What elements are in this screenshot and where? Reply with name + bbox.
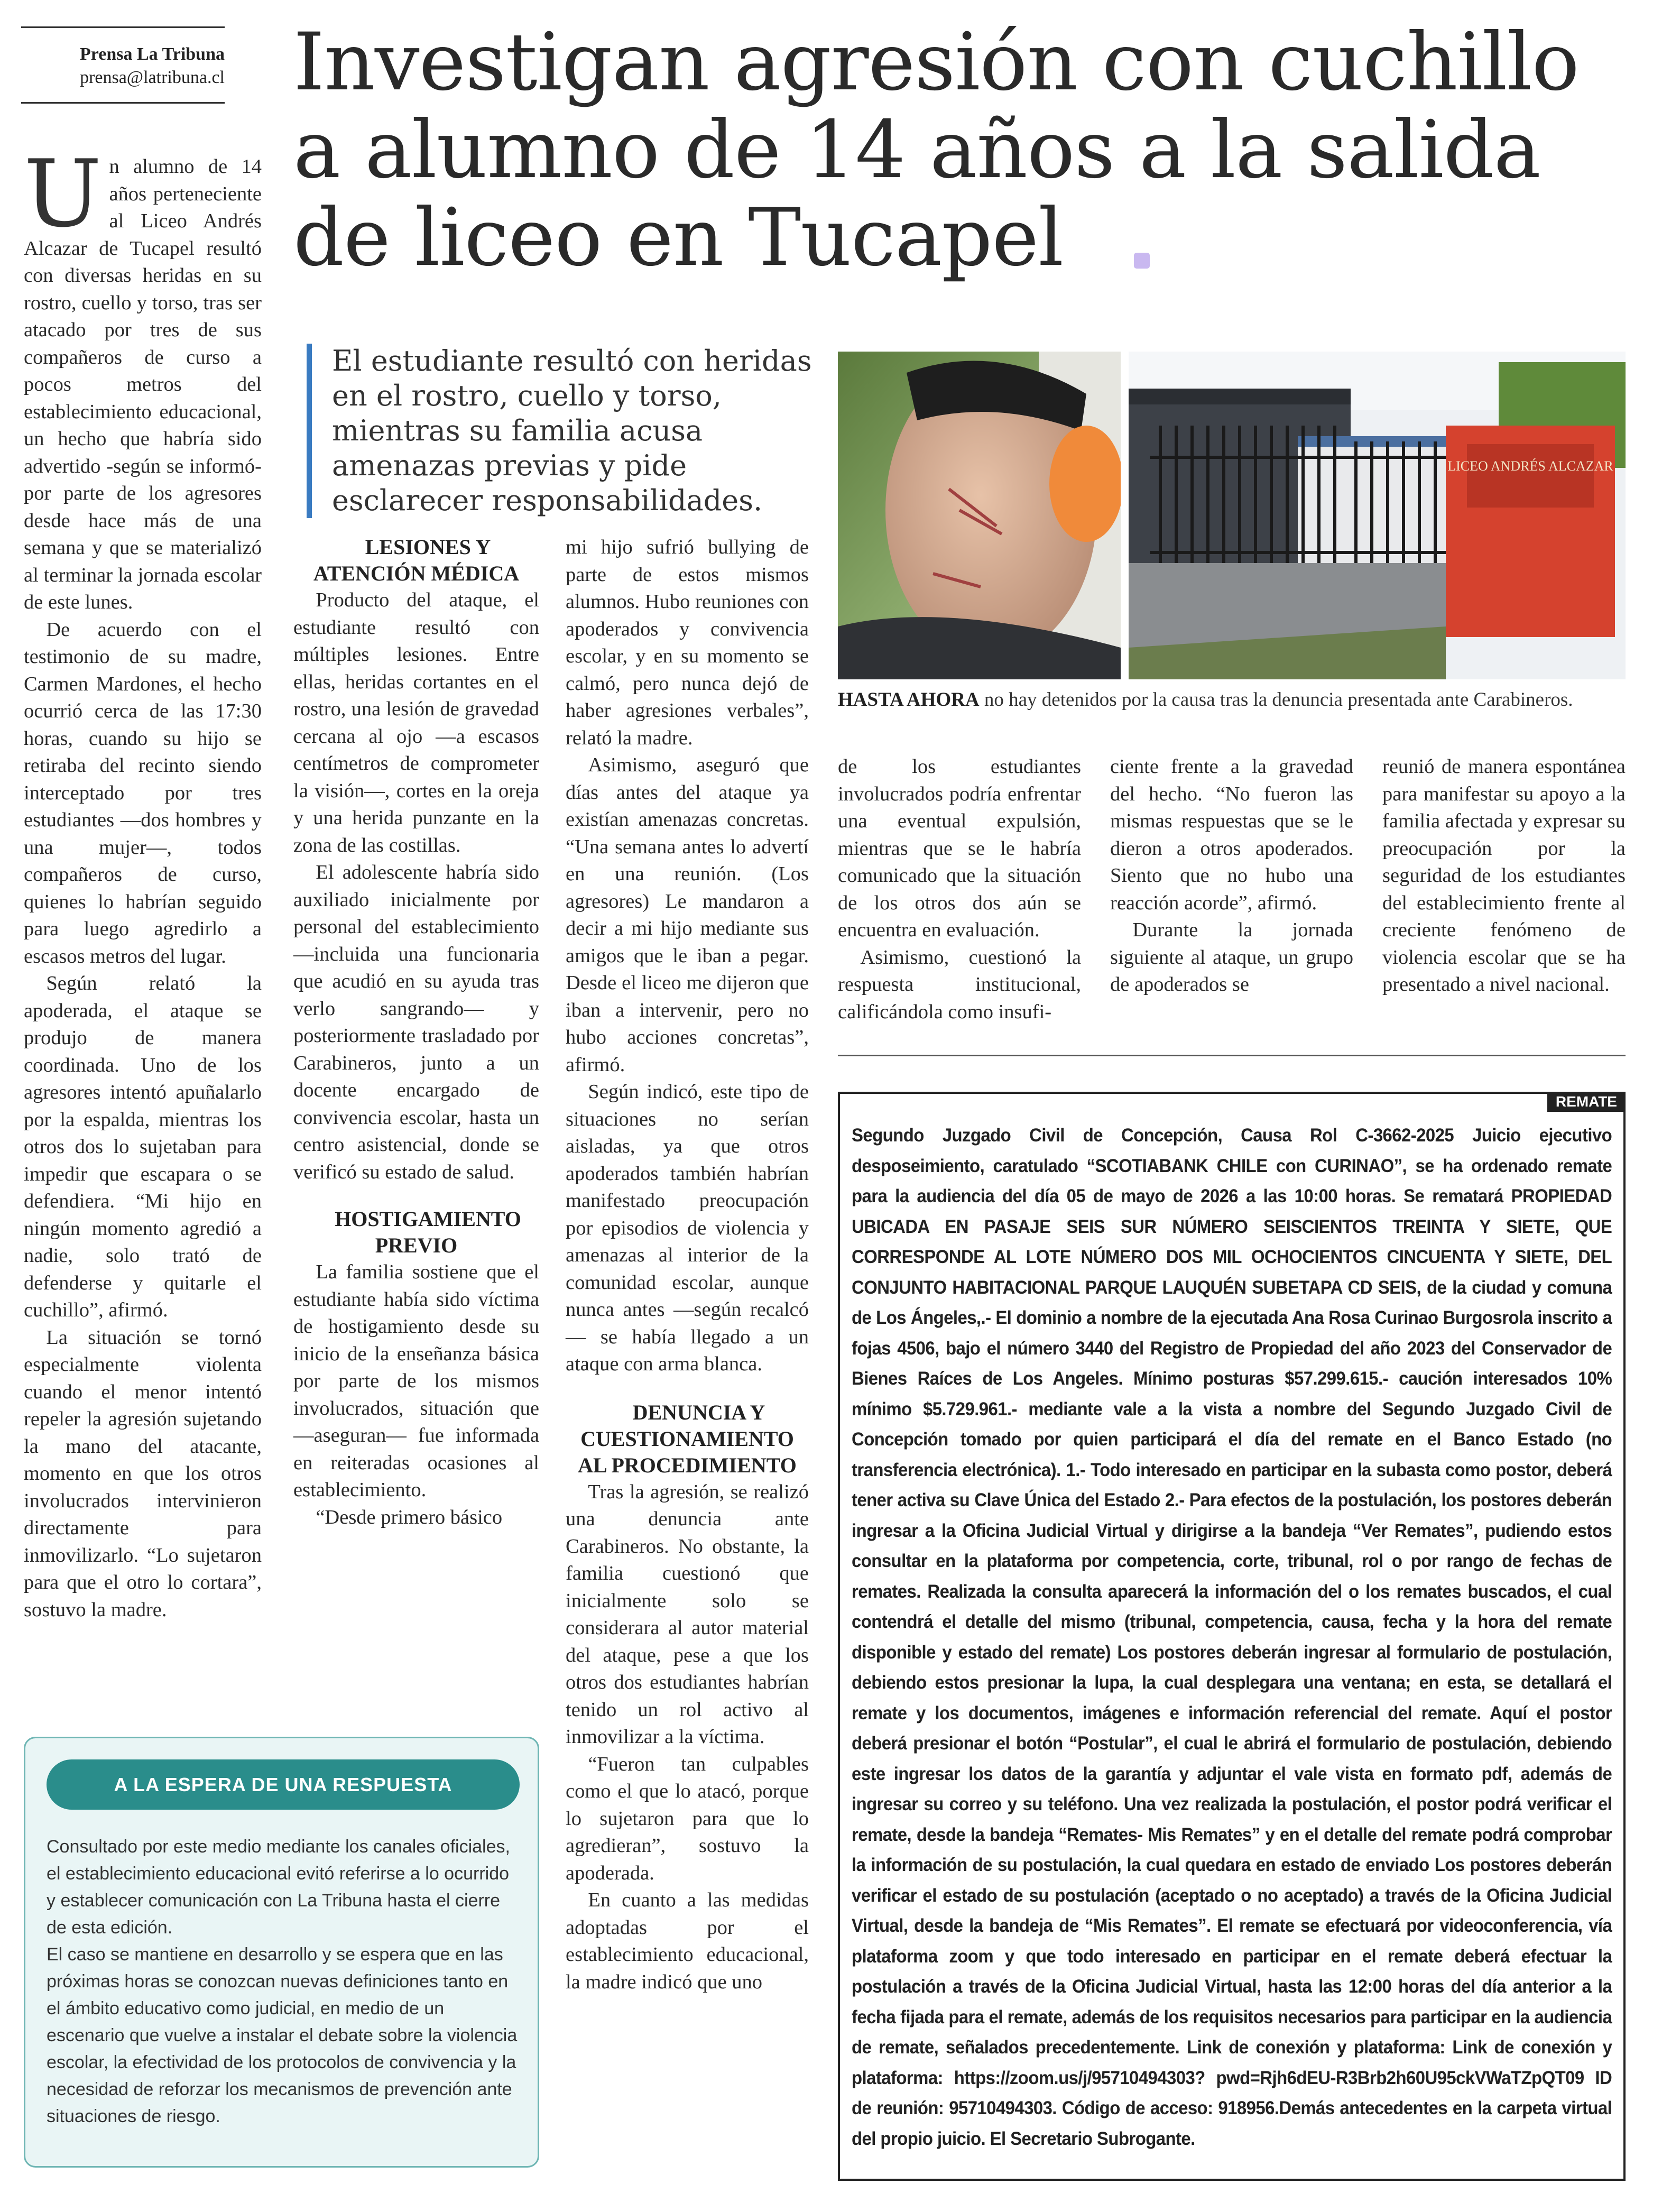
article-column-4 <box>838 753 1081 1026</box>
section-heading: DENUNCIA Y CUESTIONAMIENTO AL PROCEDIMIENTO <box>578 1400 797 1477</box>
paragraph: El adolescente habría sido auxiliado inicialmente por personal del establecimiento —incluida una funcionaria que acudió en su ayuda tras verlo sangrando— y posteriormente trasladado por Carabineros, junto a un docente encargado de convivencia escolar, hasta un centro asistencial, donde se verificó su estado de salud. <box>293 861 539 1183</box>
paragraph: “Desde primero básico <box>316 1506 503 1528</box>
paragraph: mi hijo sufrió bullying de parte de estos mismos alumnos. Hubo reuniones con apoderados y convivencia escolar, y en su momento se calmó, pero nunca dejó de haber agresiones verbales”, relató la madre. <box>566 536 809 749</box>
paragraph: Producto del ataque, el estudiante resultó con múltiples lesiones. Entre ellas, heridas cortantes en el rostro, una lesión de gravedad cercana al ojo —a escasos centímetros de comprometer la visión—, cortes en la oreja y una herida punzante en la zona de las costillas. <box>293 589 539 856</box>
remate-body: Segundo Juzgado Civil de Concepción, Causa Rol C-3662-2025 Juicio ejecutivo desposeimiento, caratulado “SCOTIABANK CHILE con CURINAO”, se ha ordenado remate para la audiencia del día 05 de mayo de 2026 a las 10:00 horas. Se rematará PROPIEDAD UBICADA EN PASAJE SEIS SUR NÚMERO SEISCIENTOS TREINTA Y SIETE, QUE CORRESPONDE AL LOTE NÚMERO DOS MIL OCHOCIENTOS CINCUENTA Y SIETE, DEL CONJUNTO HABITACIONAL PARQUE LAUQUÉN SUBETAPA CD SEIS, de la ciudad y comuna de Los Ángeles,.- El dominio a nombre de la ejecutada Ana Rosa Curinao Burgosrola inscrito a fojas 4506, bajo el número 3440 del Registro de Propiedad del año 2023 del Conservador de Bienes Raíces de Los Angeles. Mínimo posturas $57.299.615.- caución interesados 10% mínimo $5.729.961.- mediante vale a la vista a nombre del Segundo Juzgado Civil de Concepción tomado por quien participará el día del remate en el Banco Estado (no transferencia electrónica). 1.- Todo interesado en participar en la subasta como postor, deberá tener activa su Clave Única del Estado 2.- Para efectos de la postulación, los postores deberán ingresar a la Oficina Judicial Virtual y dirigirse a la bandeja “Ver Remates”, pudiendo estos consultar en la plataforma por competencia, corte, tribunal, rol o por rango de fechas de remates. Realizada la consulta aparecerá la información del o los remates buscados, el cual contendrá el detalle del mismo (tribunal, competencia, causa, fecha y la hora del remate disponible y estado del remate) Los postores deberán ingresar al formulario de postulación, debiendo estos presionar la lupa, la cual desplegara una ventana; en esta, se detallará el remate y los documentos, imágenes e información referencial del remate. Aquí el postor deberá presionar el botón “Postular”, el cual le abrirá el formulario de postulación, debiendo este ingresar los datos de la garantía y adjuntar el vale vista en formato pdf, además de ingresar su correo y su teléfono. Una vez realizada la postulación, el postor podrá verificar el remate, desde la bandeja “Remates- Mis Remates” y en el detalle del remate podrá comprobar la información de su postulación, la cual quedara en estado de enviado Los postores deberán verificar el estado de su postulación (aceptado o no aceptado) a través de la Oficina Judicial Virtual, desde la bandeja de “Mis Remates”. El remate se efectuará por videoconferencia, vía plataforma zoom y que todo interesado en participar en el remate deberá efectuar la postulación a través de la Oficina Judicial Virtual, hasta las 12:00 horas del día anterior a la fecha fijada para el remate, además de los requisitos necesarios para participar en la audiencia de remate, señalados precedentemente. Link de conexión y plataforma: Link de conexión y plataforma: https://zoom.us/j/95710494303? pwd=Rjh6dEU-R3Brb2h60U95ckVWaTZpQT09 ID de reunión: 95710494303. Código de acceso: 918956.Demás antecedentes en la carpeta virtual del propio juicio. El Secretario Subrogante. <box>852 1125 1612 2149</box>
byline <box>21 26 225 104</box>
drop-cap: U <box>24 141 102 248</box>
paragraph: Consultado por este medio mediante los canales oficiales, el establecimiento educacional evitó referirse a lo ocurrido y establecer comunicación con La Tribuna hasta el cierre de esta edición. <box>47 1837 510 1938</box>
photo-school-entrance <box>1129 352 1626 679</box>
paragraph: La familia sostiene que el estudiante había sido víctima de hostigamiento desde su inicio de la enseñanza básica por parte de los mismos involucrados, situación que —aseguran— fue informada en reiteradas ocasiones al establecimiento. <box>293 1261 539 1501</box>
byline-email: prensa@latribuna.cl <box>80 68 225 87</box>
note-icon[interactable] <box>1134 253 1150 269</box>
paragraph: Según indicó, este tipo de situaciones no serían aisladas, ya que otros apoderados también habrían manifestado preocupación por episodios de violencia y amenazas al interior de la comunidad escolar, aunque nunca antes —según recalcó— se había llegado a un ataque con arma blanca. <box>566 1081 809 1375</box>
paragraph: “Fueron tan culpables como el que lo atacó, porque lo sujetaron para que lo agredieran”, sostuvo la apoderada. <box>566 1753 809 1884</box>
photo-injured-student <box>838 352 1121 679</box>
article-column-1 <box>24 141 262 1624</box>
sidebar-box-title: A LA ESPERA DE UNA RESPUESTA <box>47 1759 520 1810</box>
sidebar-box <box>24 1737 539 2168</box>
paragraph: ciente frente a la gravedad del hecho. “No fueron las mismas respuestas que se le dieron a otros apoderados. Siento que no hubo una reacción acorde”, afirmó. <box>1110 755 1353 914</box>
subheadline: El estudiante resultó con heridas en el rostro, cuello y torso, mientras su familia acusa amenazas previas y pide esclarecer responsabilidades. <box>307 344 839 518</box>
lead-paragraph: Un alumno de 14 años perteneciente al Liceo Andrés Alcazar de Tucapel resultó con diversas heridas en su rostro, cuello y torso, tras ser atacado por tres de sus compañeros de curso a pocos metros del establecimiento educacional, un hecho que habría sido advertido -según se informó- por parte de los agresores desde hace más de una semana y que se materializó al terminar la jornada escolar de este lunes. <box>24 141 262 613</box>
paragraph: El caso se mantiene en desarrollo y se espera que en las próximas horas se conozcan nuevas definiciones tanto en el ámbito educativo como judicial, en medio de un escenario que vuelve a instalar el debate sobre la violencia escolar, la efectividad de los protocolos de convivencia y la necesidad de reforzar los mecanismos de prevención ante situaciones de riesgo. <box>47 1944 518 2126</box>
paragraph: Durante la jornada siguiente al ataque, un grupo de apoderados se <box>1110 919 1353 996</box>
article-column-6 <box>1382 753 1626 999</box>
paragraph: reunió de manera espontánea para manifestar su apoyo a la familia afectada y expresar su preocupación por la seguridad de los estudiantes del establecimiento frente al creciente fenómeno de violencia escolar que se ha presentado a nivel nacional. <box>1382 755 1626 996</box>
sidebar-box-text <box>47 1833 522 2130</box>
paragraph: Asimismo, cuestionó la respuesta institucional, calificándola como insufi- <box>838 946 1081 1023</box>
photo-caption: HASTA AHORA no hay detenidos por la causa tras la denuncia presentada ante Carabineros. <box>838 689 1573 711</box>
remate-tag: REMATE <box>1547 1092 1626 1112</box>
article-column-2 <box>293 534 539 1531</box>
sign-text: LICEO ANDRÉS ALCAZAR <box>1447 458 1613 474</box>
paragraph: Según relató la apoderada, el ataque se produjo de manera coordinada. Uno de los agresores intentó apuñalarlo por la espalda, mientras los otros dos lo sujetaban para impedir que escapara o se defendiera. “Mi hijo en ningún momento agredió a nadie, solo trató de defenderse y quitarle el cuchillo”, afirmó. <box>24 972 262 1321</box>
headline: Investigan agresión con cuchillo a alumno de 14 años a la salida de liceo en Tucapel <box>293 16 1579 284</box>
divider <box>838 1055 1626 1056</box>
paragraph: de los estudiantes involucrados podría enfrentar una eventual expulsión, mientras que se le habría comunicado que la situación de los otros dos aún se encuentra en evaluación. <box>838 755 1081 941</box>
section-heading: HOSTIGAMIENTO PREVIO <box>335 1207 521 1257</box>
paragraph: Tras la agresión, se realizó una denuncia ante Carabineros. No obstante, la familia cuestionó que inicialmente solo se considerara al autor material del ataque, pese a que los otros dos estudiantes habrían tenido un rol activo al inmovilizar a la víctima. <box>566 1480 809 1748</box>
legal-notice-remate <box>838 1092 1626 2181</box>
paragraph: En cuanto a las medidas adoptadas por el establecimiento educacional, la madre indicó que uno <box>566 1889 809 1993</box>
paragraph: La situación se tornó especialmente violenta cuando el menor intentó repeler la agresión sujetando la mano del atacante, momento en que los otros involucrados intervinieron directamente para inmovilizarlo. “Lo sujetaron para que el otro lo cortara”, sostuvo la madre. <box>24 1326 262 1621</box>
article-column-5 <box>1110 753 1353 999</box>
paragraph: De acuerdo con el testimonio de su madre, Carmen Mardones, el hecho ocurrió cerca de las 17:30 horas, cuando su hijo se retiraba del recinto siendo interceptado por tres estudiantes —dos hombres y una mujer—, todos compañeros de curso, quienes lo habrían seguido para luego agredirlo a escasos metros del lugar. <box>24 618 262 967</box>
section-heading: LESIONES Y ATENCIÓN MÉDICA <box>313 535 520 585</box>
paragraph: Asimismo, aseguró que días antes del ataque ya existían amenazas concretas. “Una semana antes lo advertí en una reunión. (Los agresores) Le mandaron a decir a mi hijo mediante sus amigos que le iban a pegar. Desde el liceo me dijeron que iban a intervenir, pero no hubo acciones concretas”, afirmó. <box>566 754 809 1076</box>
article-column-3 <box>566 534 809 1996</box>
byline-name: Prensa La Tribuna <box>80 44 225 64</box>
